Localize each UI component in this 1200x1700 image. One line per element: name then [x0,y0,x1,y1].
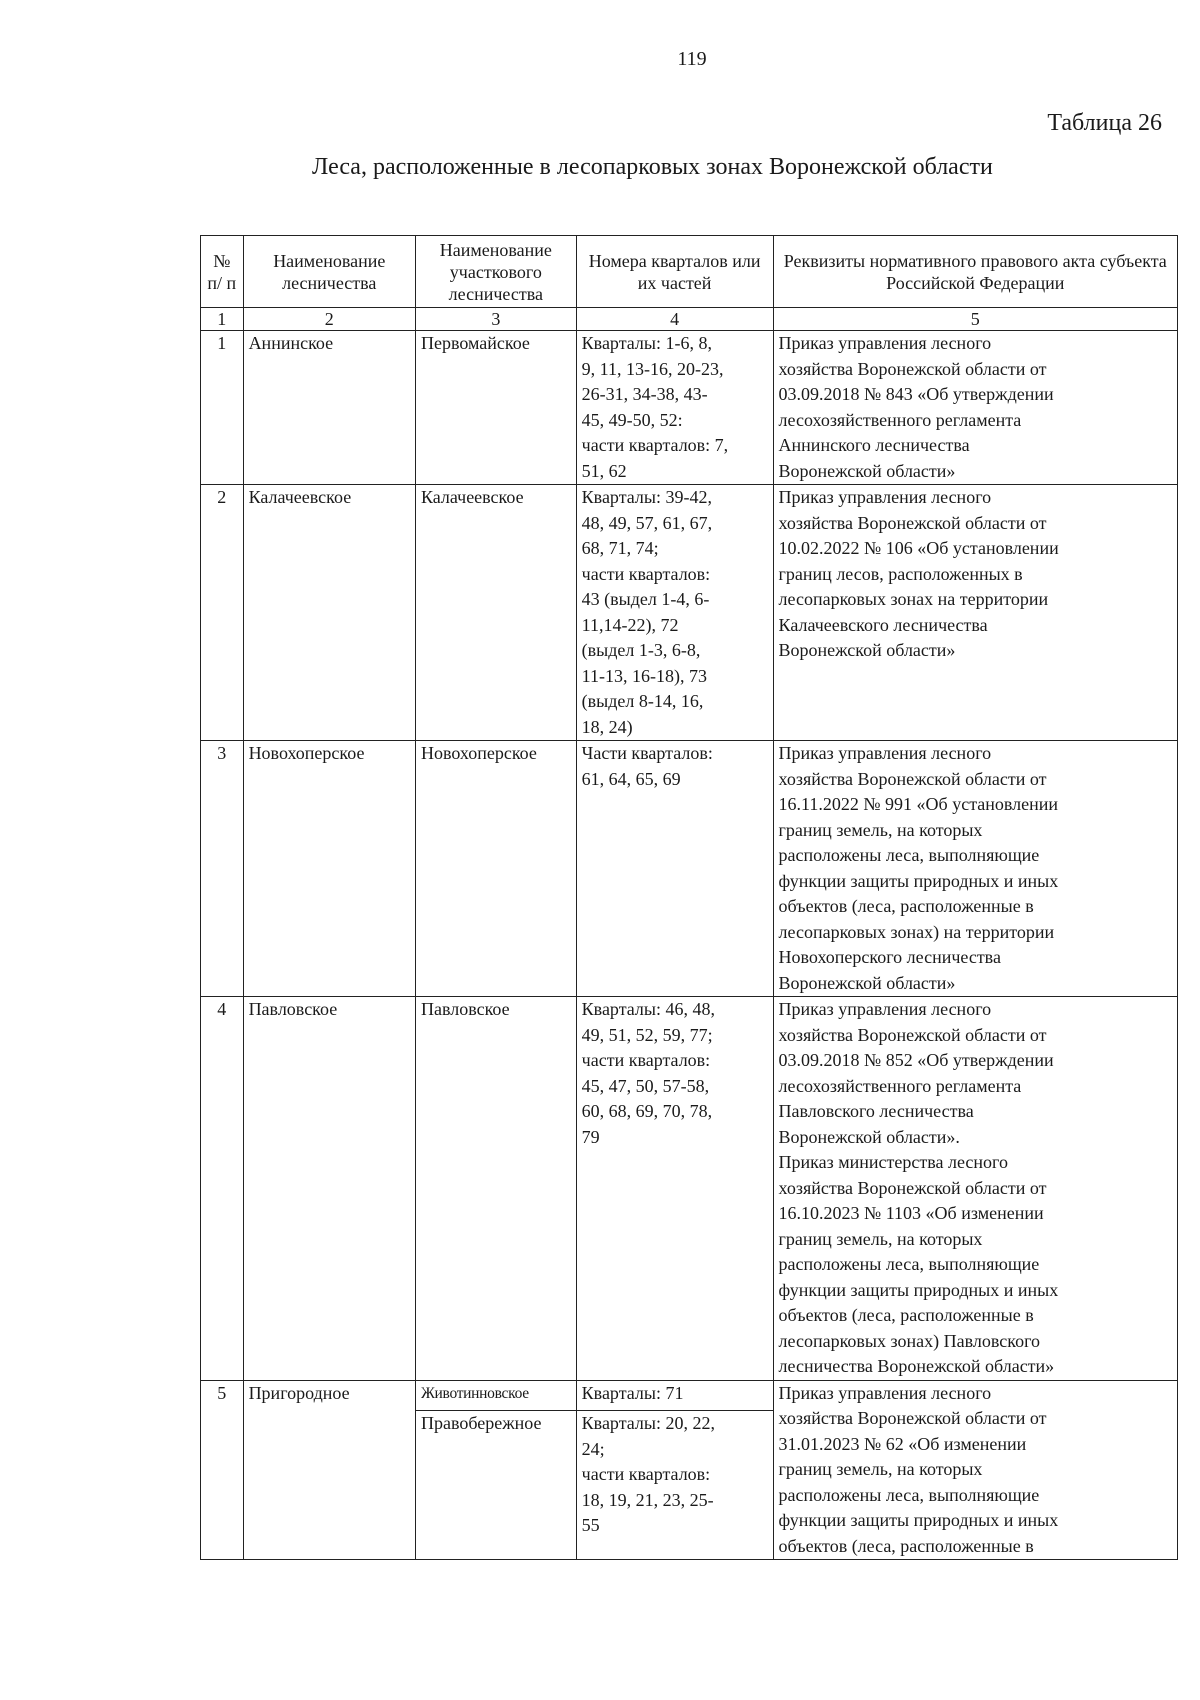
table-label: Таблица 26 [1047,110,1162,136]
column-number: 4 [576,308,773,331]
legal-act: Приказ управления лесного хозяйства Воронежской области от 03.09.2018 № 843 «Об утверждении лесохозяйственного регламента Аннинского лесничества Воронежской области» [773,331,1177,485]
header-num: № п/ п [201,236,244,308]
quarters: Кварталы: 1-6, 8, 9, 11, 13-16, 20-23, 26-31, 34-38, 43- 45, 49-50, 52: части кварталов: 7, 51, 62 [576,331,773,485]
legal-act: Приказ управления лесного хозяйства Воронежской области от 16.11.2022 № 991 «Об установлении границ земель, на которых расположены леса, выполняющие функции защиты природных и иных объектов (леса, расположенные в лесопарковых зонах) на территории Новохоперского лесничества Воронежской области» [773,741,1177,997]
header-row [201,236,1178,308]
header-forestry: Наименование лесничества [243,236,415,308]
quarters: Кварталы: 20, 22, 24; части кварталов: 18, 19, 21, 23, 25- 55 [576,1411,773,1560]
table-row [201,1380,1178,1411]
legal-act: Приказ управления лесного хозяйства Воронежской области от 03.09.2018 № 852 «Об утверждении лесохозяйственного регламента Павловского лесничества Воронежской области». Приказ министерства лесного хозяйства Воронежской области от 16.10.2023 № 1103 «Об изменении границ земель, на которых расположены леса, выполняющие функции защиты природных и иных объектов (леса, расположенные в лесопарковых зонах) Павловского лесничества Воронежской области» [773,997,1177,1381]
quarters: Части кварталов: 61, 64, 65, 69 [576,741,773,997]
forestry-name: Павловское [243,997,415,1381]
table-row [201,997,1178,1381]
column-number: 2 [243,308,415,331]
row-number: 4 [201,997,244,1381]
forestry-name: Новохоперское [243,741,415,997]
district-name: Первомайское [415,331,576,485]
table-row [201,741,1178,997]
column-number: 1 [201,308,244,331]
header-quarters: Номера кварталов или их частей [576,236,773,308]
page-number: 119 [677,48,707,70]
column-number: 3 [415,308,576,331]
district-name: Калачеевское [415,485,576,741]
column-number-row [201,308,1178,331]
forestry-name: Калачеевское [243,485,415,741]
legal-act: Приказ управления лесного хозяйства Воронежской области от 31.01.2023 № 62 «Об изменении границ земель, на которых расположены леса, выполняющие функции защиты природных и иных объектов (леса, расположенные в [773,1380,1177,1560]
forest-table [200,235,1178,1560]
quarters: Кварталы: 71 [576,1380,773,1411]
forestry-name: Аннинское [243,331,415,485]
forestry-name: Пригородное [243,1380,415,1560]
column-number: 5 [773,308,1177,331]
legal-act: Приказ управления лесного хозяйства Воронежской области от 10.02.2022 № 106 «Об установлении границ лесов, расположенных в лесопарковых зонах на территории Калачеевского лесничества Воронежской области» [773,485,1177,741]
district-name: Правобережное [415,1411,576,1560]
table-row [201,485,1178,741]
district-name: Павловское [415,997,576,1381]
document-title: Леса, расположенные в лесопарковых зонах Воронежской области [312,154,993,180]
district-name: Животинновское [415,1380,576,1411]
header-act: Реквизиты нормативного правового акта субъекта Российской Федерации [773,236,1177,308]
district-name: Новохоперское [415,741,576,997]
row-number: 5 [201,1380,244,1560]
row-number: 1 [201,331,244,485]
row-number: 2 [201,485,244,741]
quarters: Кварталы: 39-42, 48, 49, 57, 61, 67, 68, 71, 74; части кварталов: 43 (выдел 1-4, 6- 11,14-22), 72 (выдел 1-3, 6-8, 11-13, 16-18), 73 (выдел 8-14, 16, 18, 24) [576,485,773,741]
header-district: Наименование участкового лесничества [415,236,576,308]
row-number: 3 [201,741,244,997]
quarters: Кварталы: 46, 48, 49, 51, 52, 59, 77; части кварталов: 45, 47, 50, 57-58, 60, 68, 69, 70, 78, 79 [576,997,773,1381]
table-row [201,331,1178,485]
